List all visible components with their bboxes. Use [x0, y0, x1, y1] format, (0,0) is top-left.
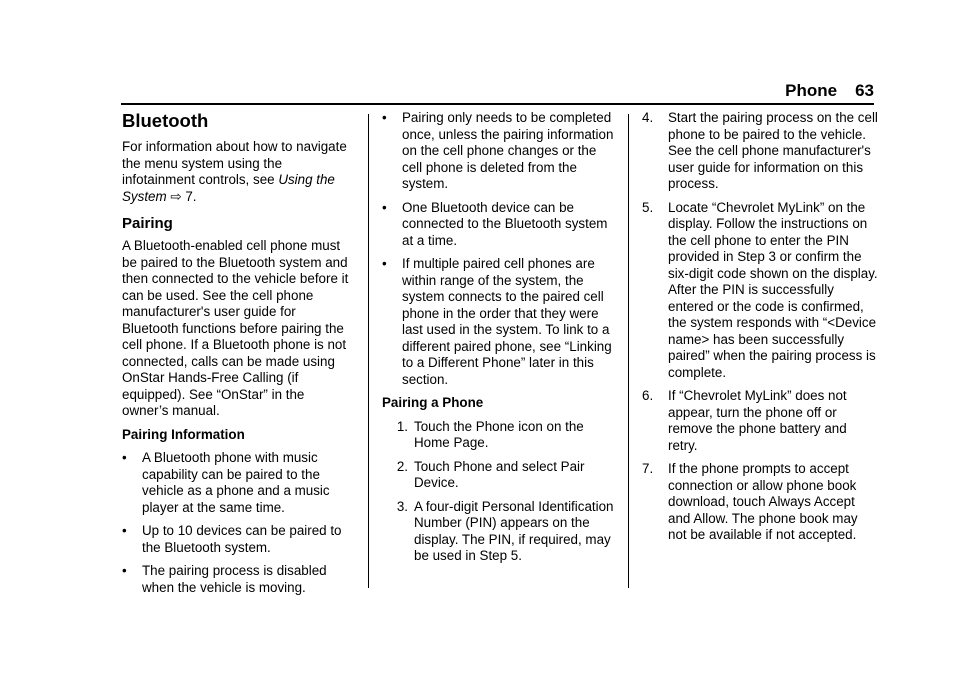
step-number: 4. [642, 110, 654, 125]
bullet-icon: • [122, 563, 127, 578]
list-item: • One Bluetooth device can be connected to the Bluetooth system at a time. [382, 199, 608, 248]
bullet-icon: • [122, 450, 127, 465]
section-name: Phone [785, 81, 838, 100]
step-item: 4. Start the pairing process on the cell phone to be paired to the vehicle. See the cell phone manufacturer's user guide for information on this process. [642, 110, 878, 191]
list-item: • A Bluetooth phone with music capability can be paired to the vehicle as a phone and a music player at the same time. [122, 450, 330, 515]
step-number: 7. [642, 461, 654, 476]
list-item: • Pairing only needs to be completed once, unless the pairing information on the cell phone changes or the cell phone is deleted from the system. [382, 110, 614, 191]
page-header [785, 81, 874, 101]
step-item: 6. If “Chevrolet MyLink” does not appear, turn the phone off or remove the phone battery and retry. [642, 388, 847, 453]
pairing-paragraph: A Bluetooth-enabled cell phone must be paired to the Bluetooth system and then connected to the vehicle before it can be used. See the cell phone manufacturer's user guide for Bluetooth functions before pairing the cell phone. If a Bluetooth phone is not connected, calls can be made using OnStar Hands-Free Calling (if equipped). See “OnStar” in the owner’s manual. [122, 238, 349, 418]
column-1 [122, 110, 354, 603]
bullet-icon: • [382, 199, 387, 215]
step-item: 7. If the phone prompts to accept connection or allow phone book download, touch Always Accept and Allow. The phone book may not be available if not accepted. [642, 461, 858, 542]
step-number: 3. [396, 498, 408, 514]
column-divider-1 [368, 114, 369, 588]
page-number: 63 [855, 81, 874, 100]
step-item: 2. Touch Phone and select Pair Device. [382, 459, 618, 492]
step-item: 3. A four-digit Personal Identification Number (PIN) appears on the display. The PIN, if required, may be used in Step 5. [382, 499, 618, 565]
pairing-info-heading: Pairing Information [122, 426, 245, 442]
step-number: 2. [396, 458, 408, 474]
pairing-phone-heading: Pairing a Phone [382, 395, 484, 410]
list-item: • If multiple paired cell phones are within range of the system, the system connects to the paired cell phone in the order that they were last used in the system. To link to a different paired phone, see “Linking to a Different Phone” later in this section. [382, 256, 612, 387]
list-item: • Up to 10 devices can be paired to the Bluetooth system. [122, 523, 342, 555]
step-item: 5. Locate “Chevrolet MyLink” on the display. Follow the instructions on the cell phone to enter the PIN provided in Step 3 or confirm the six-digit code shown on the display. After the PIN is successfully entered or the code is confirmed, the system responds with “<Device name> has been successfully paired” when the pairing process is complete. [642, 199, 878, 380]
step-number: 1. [396, 418, 408, 434]
cross-reference-link[interactable]: Using the System [122, 172, 335, 204]
section-title: Bluetooth [122, 110, 209, 131]
step-number: 6. [642, 388, 654, 403]
column-2 [382, 110, 618, 572]
intro-paragraph: For information about how to navigate the menu system using the infotainment controls, see Using the System ⇨ 7. [122, 139, 347, 204]
bullet-icon: • [382, 256, 387, 271]
header-rule [121, 103, 874, 105]
step-number: 5. [642, 199, 654, 215]
bullet-icon: • [382, 110, 387, 125]
column-divider-2 [628, 114, 629, 588]
pairing-title: Pairing [122, 215, 173, 232]
arrow-icon: ⇨ [170, 188, 182, 204]
column-3 [642, 110, 878, 551]
bullet-icon: • [122, 523, 127, 538]
step-item: 1. Touch the Phone icon on the Home Page. [382, 419, 618, 452]
list-item: • The pairing process is disabled when the vehicle is moving. [122, 563, 327, 595]
